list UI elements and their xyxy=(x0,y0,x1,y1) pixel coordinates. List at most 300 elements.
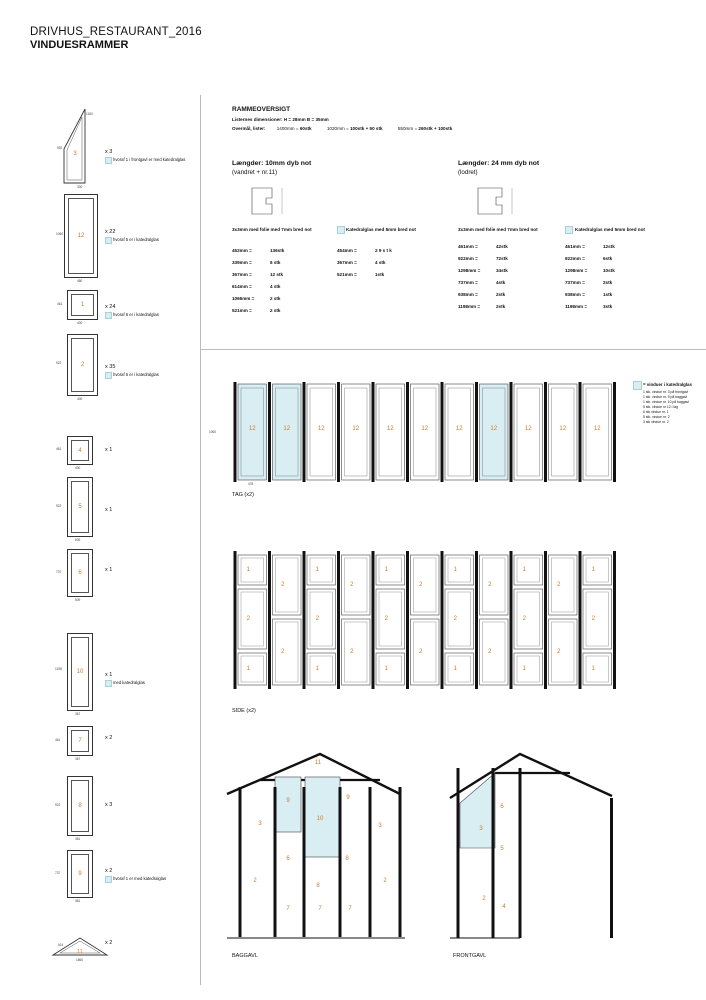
frame-4-number: 4 xyxy=(78,447,82,454)
frame-9-note: hvoraf 1 er med katedralglas xyxy=(113,876,167,881)
legend-line: 1 stk. vindue nr. 10 på baggavl xyxy=(643,400,689,404)
tag-window xyxy=(376,384,405,480)
side-window xyxy=(238,589,267,649)
tag-rafter xyxy=(441,382,444,482)
tag-rafter xyxy=(234,382,237,482)
side-window xyxy=(307,555,336,585)
side-window xyxy=(583,653,612,685)
frame-8-number: 8 xyxy=(78,803,82,809)
legend-line: 1 stk. vindue nr. 3 på frontgavl xyxy=(643,390,689,394)
frame-3-note: hvoraf 1 i frontgavl er med katedralglas xyxy=(113,157,186,162)
overmaal-2: 1020mm = xyxy=(326,126,350,131)
side-window-number: 1 xyxy=(315,567,319,573)
bag-window-number: 9 xyxy=(346,795,350,801)
baggavl-drawing xyxy=(200,742,415,952)
frame-10-dim-w: 367 xyxy=(75,712,81,716)
frame-4 xyxy=(67,436,93,465)
frame-12-dim-w: 480 xyxy=(77,279,83,283)
baggavl-label: BAGGAVL xyxy=(232,953,258,959)
katedral-swatch xyxy=(105,876,112,883)
front-post xyxy=(610,798,613,938)
side-window-number: 2 xyxy=(522,616,526,622)
frame-2-note: hvoraf 5 er i katedralglas xyxy=(113,372,159,377)
legend-line: 3 stk vindue nr. 2 xyxy=(643,420,669,424)
frame-6-count: x 1 xyxy=(105,567,113,573)
side-window xyxy=(411,555,440,615)
length-count: 34stk xyxy=(496,268,508,273)
side-window xyxy=(307,653,336,685)
length-row xyxy=(458,304,506,310)
tag-label: TAG (x2) xyxy=(232,492,254,498)
front-katedral-window xyxy=(460,773,495,848)
frame-8-count: x 3 xyxy=(105,802,113,808)
length-value: 1198mm = xyxy=(565,304,588,309)
length-count: 1stk xyxy=(603,292,613,297)
bag-window-number: 8 xyxy=(316,883,320,889)
length-count: 2stk xyxy=(496,292,506,297)
frame-10-dim-h: 1198 xyxy=(55,667,62,671)
side-window xyxy=(238,653,267,685)
bag-post xyxy=(303,787,306,937)
tag-window xyxy=(307,384,336,480)
length-count: 3stk xyxy=(603,304,613,309)
front-window-number: 4 xyxy=(502,904,506,910)
length-row xyxy=(232,248,285,254)
frame-7-dim-h: 461 xyxy=(55,738,61,742)
tag-window xyxy=(273,384,302,480)
side-window-number: 2 xyxy=(488,649,492,655)
side-window-number: 1 xyxy=(315,666,319,672)
frame-12-count: x 22 xyxy=(105,229,116,235)
frame-8 xyxy=(67,776,93,836)
side-window-number: 1 xyxy=(384,567,388,573)
side-window xyxy=(583,555,612,585)
length-value: 1198mm = xyxy=(458,304,481,309)
frame-3-drawing xyxy=(50,103,100,189)
length-value: 938mm = xyxy=(565,292,585,297)
tag-rafter xyxy=(372,382,375,482)
side-post xyxy=(303,551,306,689)
side-window-number: 1 xyxy=(453,666,457,672)
tag-rafter xyxy=(337,382,340,482)
overview-dims: Listernes dimensioner: H = 28mm B = 35mm xyxy=(232,117,329,122)
bag-window-number: 7 xyxy=(286,906,290,912)
side-window xyxy=(307,589,336,649)
frontgavl-drawing xyxy=(440,718,645,952)
length-count: 1stk xyxy=(375,272,385,277)
side-window-number: 2 xyxy=(281,582,285,588)
frame-4-dim-h: 461 xyxy=(56,447,62,451)
length-row xyxy=(458,292,506,298)
length-row xyxy=(232,260,281,266)
length-value: 521mm = xyxy=(337,272,357,277)
frame-1-dim-w: 400 xyxy=(77,321,83,325)
length-row xyxy=(565,280,613,286)
side-window-number: 2 xyxy=(488,582,492,588)
frame-12 xyxy=(64,194,98,278)
tag-rafter xyxy=(406,382,409,482)
side-window xyxy=(376,653,405,685)
tag-rafter xyxy=(268,382,271,482)
length-row xyxy=(458,280,506,286)
length-value: 938mm = xyxy=(458,292,478,297)
side-post xyxy=(510,551,513,689)
side-window xyxy=(480,619,509,685)
frame-10-note: med katedralglas xyxy=(113,680,145,685)
front-post xyxy=(457,768,460,938)
side-window xyxy=(549,555,578,615)
tag-rafter xyxy=(475,382,478,482)
frame-3-dim-top: 1160 xyxy=(86,112,93,116)
tag-dim-h: 1060 xyxy=(209,430,217,434)
katedral-swatch xyxy=(105,237,112,244)
frame-7-count: x 2 xyxy=(105,735,113,741)
tag-window-number: 12 xyxy=(386,426,394,432)
tag-rafter xyxy=(303,382,306,482)
frame-1-number: 1 xyxy=(80,302,85,308)
frame-4-dim-w: 400 xyxy=(75,466,81,470)
lengths-10-col1-header: 3x3mm med folie med 7mm bred not xyxy=(232,227,312,232)
overmaal-1: 1400mm = xyxy=(276,126,300,131)
profile-10-sketch xyxy=(246,183,298,219)
length-count: 10stk xyxy=(603,268,615,273)
frame-2-number: 2 xyxy=(80,362,85,368)
side-window-number: 2 xyxy=(281,649,285,655)
side-window-number: 1 xyxy=(246,567,250,573)
front-window-number: 3 xyxy=(479,826,483,832)
length-row xyxy=(458,268,508,274)
tag-window-number: 12 xyxy=(317,426,325,432)
side-window xyxy=(342,619,371,685)
bag-window-number: 3 xyxy=(378,823,382,829)
side-window xyxy=(549,619,578,685)
lengths-10-title: Længder: 10mm dyb not xyxy=(232,160,312,167)
length-row xyxy=(232,308,281,314)
side-window-number: 2 xyxy=(557,582,561,588)
side-window-number: 1 xyxy=(522,567,526,573)
length-row xyxy=(458,244,508,250)
tag-window-number: 12 xyxy=(524,426,532,432)
side-window-number: 2 xyxy=(246,616,250,622)
front-window-number: 6 xyxy=(500,804,504,810)
frontgavl-label: FRONTGAVL xyxy=(453,953,487,959)
length-row xyxy=(565,304,613,310)
side-window xyxy=(342,555,371,615)
side-window xyxy=(514,589,543,649)
length-count: 2 stk xyxy=(270,308,281,313)
bag-katedral-window xyxy=(275,777,301,832)
lengths-24-col1-header: 3x3mm med folie med 7mm bred not xyxy=(458,227,538,232)
side-window-number: 2 xyxy=(315,616,319,622)
bag-post xyxy=(274,787,277,937)
frame-9-count: x 2 xyxy=(105,868,113,874)
tag-window-number: 12 xyxy=(352,426,360,432)
side-window-number: 2 xyxy=(419,582,423,588)
length-row xyxy=(232,272,284,278)
bag-window-number: 7 xyxy=(318,906,322,912)
length-value: 614mm = xyxy=(232,284,252,289)
frame-11-count: x 2 xyxy=(105,940,113,946)
length-value: 922mm = xyxy=(565,256,585,261)
bag-window-number: 2 xyxy=(253,878,257,884)
frame-5-dim-w: 509 xyxy=(75,538,81,542)
bag-post xyxy=(239,787,242,937)
tag-rafter xyxy=(579,382,582,482)
lengths-24-col2-header: Katedralglas med 5mm bred not xyxy=(575,227,645,232)
length-count: 2 stk xyxy=(270,296,281,301)
length-row xyxy=(565,256,613,262)
frame-6 xyxy=(67,549,93,597)
frame-9-dim-w: 381 xyxy=(75,899,81,903)
frame-3-count: x 3 xyxy=(105,149,113,155)
side-window xyxy=(514,555,543,585)
bag-window-number: 6 xyxy=(286,856,290,862)
tag-rafter xyxy=(613,382,616,482)
frame-5-count: x 1 xyxy=(105,507,113,513)
side-window-number: 1 xyxy=(591,567,595,573)
frame-2 xyxy=(67,334,98,396)
side-post xyxy=(234,551,237,689)
tag-window-number: 12 xyxy=(283,426,291,432)
side-label: SIDE (x2) xyxy=(232,708,256,714)
bag-window-number: 11 xyxy=(314,760,322,766)
legend-title: = vinduer i katedralglas xyxy=(643,382,692,387)
side-window-number: 2 xyxy=(384,616,388,622)
bag-post xyxy=(339,787,342,937)
frame-11-dim-w: 1860 xyxy=(76,958,84,962)
frame-7-dim-w: 367 xyxy=(75,757,81,761)
lengths-10-col2-header: Katedralglas med 5mm bred not xyxy=(346,227,416,232)
legend-line: 1 stk. vindue nr. 9 på baggavl xyxy=(643,395,688,399)
overmaal-3-count: 260stk + 100stk xyxy=(418,126,453,131)
side-window-number: 2 xyxy=(419,649,423,655)
side-window xyxy=(238,555,267,585)
overmaal-1-count: 60stk xyxy=(299,126,312,131)
side-window xyxy=(480,555,509,615)
length-value: 922mm = xyxy=(458,256,478,261)
frame-8-dim-h: 922 xyxy=(55,803,61,807)
frame-6-dim-w: 509 xyxy=(75,598,81,602)
side-window xyxy=(445,589,474,649)
side-window xyxy=(273,619,302,685)
side-post xyxy=(441,551,444,689)
front-window-number: 5 xyxy=(500,846,504,852)
tag-rafter xyxy=(544,382,547,482)
length-value: 1298mm = xyxy=(458,268,481,273)
frame-8-dim-w: 381 xyxy=(75,837,81,841)
katedral-swatch xyxy=(565,226,573,234)
side-window-number: 1 xyxy=(453,567,457,573)
tag-window-number: 12 xyxy=(421,426,429,432)
side-window xyxy=(273,555,302,615)
frame-4-count: x 1 xyxy=(105,447,113,453)
length-value: 1298mm = xyxy=(565,268,588,273)
length-row xyxy=(565,244,615,250)
frame-1-note: hvoraf 6 er i katedralglas xyxy=(113,312,159,317)
frame-7-number: 7 xyxy=(78,738,82,744)
tag-window xyxy=(238,384,267,480)
side-window xyxy=(411,619,440,685)
frame-1-dim-h: 461 xyxy=(57,302,63,306)
bag-window-number: 7 xyxy=(348,906,352,912)
length-count: 4 stk xyxy=(270,284,281,289)
tag-window-number: 12 xyxy=(559,426,567,432)
frame-10 xyxy=(67,633,93,711)
frame-12-dim-h: 1060 xyxy=(56,232,64,236)
length-count: 136stk xyxy=(270,248,285,253)
length-value: 461mm = xyxy=(458,244,478,249)
side-window-number: 2 xyxy=(591,616,595,622)
length-count: 2stk xyxy=(603,280,613,285)
overview-title: RAMMEOVERSIGT xyxy=(232,106,291,113)
bag-post xyxy=(399,787,402,937)
side-window-number: 1 xyxy=(591,666,595,672)
length-value: 454mm = xyxy=(337,248,357,253)
lengths-24-subtitle: (lodret) xyxy=(458,169,478,176)
side-window xyxy=(514,653,543,685)
frame-1 xyxy=(67,290,98,320)
bag-window-number: 10 xyxy=(316,816,324,822)
frame-2-dim-h: 922 xyxy=(56,361,62,365)
frame-5-number: 5 xyxy=(78,504,82,510)
bag-window-number: 8 xyxy=(345,856,349,862)
frame-3-dim-w: 300 xyxy=(77,185,83,189)
lengths-24-title: Længder: 24 mm dyb not xyxy=(458,160,540,167)
length-value: 339mm = xyxy=(232,260,252,265)
frame-9-number: 9 xyxy=(78,871,82,877)
tag-drawing xyxy=(200,375,630,495)
length-value: 737mm = xyxy=(458,280,478,285)
frame-7 xyxy=(67,726,93,756)
side-post xyxy=(544,551,547,689)
bag-window-number: 2 xyxy=(383,878,387,884)
overmaal-label: Overmål, lister: xyxy=(232,126,266,131)
frame-10-count: x 1 xyxy=(105,672,113,678)
katedral-swatch xyxy=(337,226,345,234)
tag-window-number: 12 xyxy=(593,426,601,432)
front-post xyxy=(519,768,522,938)
frame-3-number: 3 xyxy=(73,151,77,157)
frame-6-number: 6 xyxy=(78,570,82,576)
side-post xyxy=(268,551,271,689)
tag-window xyxy=(549,384,578,480)
tag-window xyxy=(583,384,612,480)
tag-window xyxy=(480,384,509,480)
horizontal-divider xyxy=(200,349,706,350)
legend-swatch xyxy=(633,381,642,390)
legend-line: 5 stk. vindue nr. 2 xyxy=(643,415,670,419)
length-count: 2 9 s t k xyxy=(375,248,392,253)
overmaal-3: 550mm = xyxy=(397,126,419,131)
page-subtitle: VINDUESRAMMER xyxy=(30,39,129,51)
length-row xyxy=(565,268,615,274)
length-value: 367mm = xyxy=(232,272,252,277)
tag-rafter xyxy=(510,382,513,482)
katedral-swatch xyxy=(105,372,112,379)
length-value: 1066mm = xyxy=(232,296,255,301)
katedral-swatch xyxy=(105,680,112,687)
bag-window-number: 9 xyxy=(286,798,290,804)
frame-10-number: 10 xyxy=(76,669,84,675)
frame-3-dim-h: 592 xyxy=(57,146,63,150)
frame-6-dim-h: 737 xyxy=(56,570,62,574)
tag-window xyxy=(514,384,543,480)
frame-11-dim-h: 614 xyxy=(58,943,64,947)
side-window xyxy=(376,589,405,649)
overmaal-2-count: 100stk + 50 stk xyxy=(349,126,383,131)
frame-9 xyxy=(67,850,93,898)
side-window xyxy=(583,589,612,649)
length-count: 72stk xyxy=(496,256,508,261)
length-count: 2stk xyxy=(496,304,506,309)
length-row xyxy=(458,256,508,262)
length-row xyxy=(337,248,392,254)
frame-5 xyxy=(67,477,93,537)
katedral-swatch xyxy=(105,312,112,319)
length-value: 452mm = xyxy=(232,248,252,253)
side-window-number: 2 xyxy=(453,616,457,622)
length-count: 6 stk xyxy=(270,260,281,265)
side-post xyxy=(406,551,409,689)
length-value: 521mm = xyxy=(232,308,252,313)
length-value: 367mm = xyxy=(337,260,357,265)
tag-window-number: 12 xyxy=(490,426,498,432)
front-post xyxy=(492,768,495,938)
side-window xyxy=(445,653,474,685)
bag-post xyxy=(369,787,372,937)
side-window-number: 2 xyxy=(350,582,354,588)
side-window-number: 1 xyxy=(384,666,388,672)
tag-window-number: 12 xyxy=(455,426,463,432)
length-row xyxy=(232,296,281,302)
side-post xyxy=(475,551,478,689)
side-post xyxy=(337,551,340,689)
front-window-number: 2 xyxy=(482,896,486,902)
side-post xyxy=(372,551,375,689)
length-row xyxy=(565,292,613,298)
length-row xyxy=(337,260,386,266)
length-count: 12stk xyxy=(603,244,615,249)
tag-window xyxy=(342,384,371,480)
side-window-number: 1 xyxy=(522,666,526,672)
length-count: 4stk xyxy=(496,280,506,285)
tag-window-number: 12 xyxy=(248,426,256,432)
frame-12-number: 12 xyxy=(77,233,85,239)
katedral-swatch xyxy=(105,157,112,164)
profile-24-sketch xyxy=(472,183,528,219)
frame-2-count: x 35 xyxy=(105,364,116,370)
overview-overmaal xyxy=(232,126,452,132)
length-row xyxy=(232,284,281,290)
side-window-number: 2 xyxy=(350,649,354,655)
bag-window-number: 3 xyxy=(258,821,262,827)
length-count: 4 stk xyxy=(375,260,386,265)
side-window-number: 2 xyxy=(557,649,561,655)
side-post xyxy=(613,551,616,689)
length-value: 461mm = xyxy=(565,244,585,249)
legend-lines xyxy=(643,390,689,425)
side-window xyxy=(376,555,405,585)
side-window xyxy=(445,555,474,585)
tag-dim-w: 478 xyxy=(248,482,254,486)
length-count: 42stk xyxy=(496,244,508,249)
tag-window xyxy=(445,384,474,480)
frame-2-dim-w: 400 xyxy=(77,397,83,401)
length-count: 12 stk xyxy=(270,272,284,277)
project-title: DRIVHUS_RESTAURANT_2016 xyxy=(30,26,202,38)
side-drawing xyxy=(200,545,630,705)
length-row xyxy=(337,272,385,278)
